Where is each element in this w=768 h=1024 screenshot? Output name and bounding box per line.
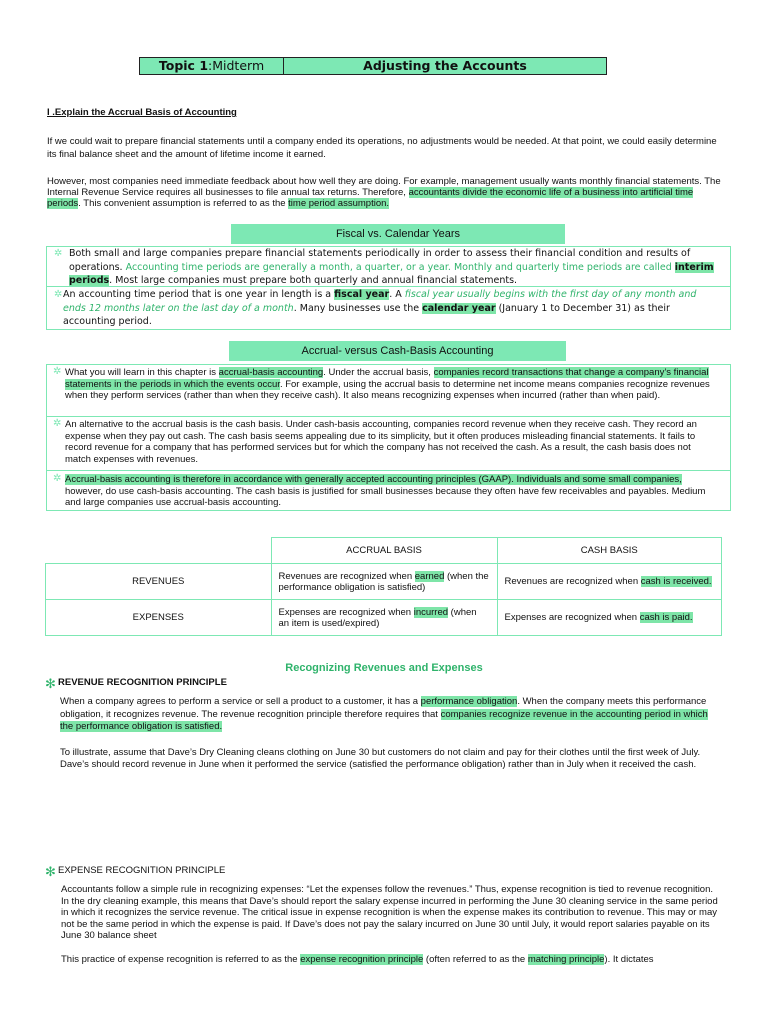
star-icon: ✻: [45, 864, 56, 879]
topic-label: Topic 1: [158, 58, 209, 73]
topic-header: [139, 57, 607, 75]
fiscal-bullet-1: ✲ Both small and large companies prepare financial statements periodically in order to assess their financial condition and results of operations. Accounting time periods are generally a month, a quarter, or a year. Monthly and quarterly time periods are called interim periods. Most large companies must prepare both quarterly and annual financial statements.: [47, 247, 730, 287]
star-icon: ✲: [53, 366, 62, 377]
row-label-expenses: EXPENSES: [46, 600, 272, 636]
star-icon: ✲: [53, 418, 62, 429]
revenue-principle-title: REVENUE RECOGNITION PRINCIPLE: [58, 677, 227, 688]
star-icon: ✲: [53, 473, 62, 484]
fiscal-box: [46, 246, 731, 330]
table-cell: Revenues are recognized when cash is received.: [497, 564, 722, 600]
section-title: I .Explain the Accrual Basis of Accounting: [47, 107, 237, 118]
topic-suffix: :Midterm: [208, 58, 265, 73]
revenue-paragraph-1: When a company agrees to perform a service or sell a product to a customer, it has a performance obligation. When the company meets this performance obligation, it recognizes revenue. The revenue recognition principle therefore requires that companies recognize revenue in the accounting period in which the performance obligation is satisfied.: [60, 696, 708, 732]
revenue-paragraph-2: To illustrate, assume that Dave’s Dry Cleaning cleans clothing on June 30 but customers do not claim and pay for their clothes until the first week of July. Dave’s should record revenue in June when it performed the service (satisfied the performance obligation) rather than in July when it received the cash.: [60, 747, 701, 770]
intro-paragraph-1: If we could wait to prepare financial statements until a company ended its operations, no adjustments would be needed. At that point, we could easily determine its final balance sheet and the amount of lifetime income it earned.: [47, 136, 717, 161]
fiscal-bullet-2: ✲ An accounting time period that is one year in length is a fiscal year. A fiscal year usually begins with the first day of any month and ends 12 months later on the last day of a month. Many businesses use the calendar year (January 1 to December 31) as their accounting period.: [54, 289, 697, 327]
star-icon: ✻: [45, 676, 56, 691]
accrual-bullet-1: ✲ What you will learn in this chapter is accrual-basis accounting. Under the accrual basis, companies record transactions that change a company’s financial statements in the periods in which the events occur. For example, using the accrual basis to determine net income means companies recognize revenues when they perform services (rather than when they receive cash). It also means recognizing expenses when incurred (rather than when paid).: [47, 365, 730, 417]
document-title: Adjusting the Accounts: [363, 58, 527, 73]
row-label-revenues: REVENUES: [46, 564, 272, 600]
column-header-cash: CASH BASIS: [497, 538, 722, 564]
table-row: [46, 564, 722, 600]
table-cell: Expenses are recognized when cash is paid.: [497, 600, 722, 636]
accrual-bullet-2: ✲ An alternative to the accrual basis is the cash basis. Under cash-basis accounting, companies record revenue when they receive cash. They record an expense when they pay out cash. The cash basis seems appealing due to its simplicity, but it often produces misleading financial statements. It fails to record revenue for a company that has performed services but for which the company has not received the cash. As a result, the cash basis does not match expenses with revenues.: [47, 417, 730, 471]
intro-paragraph-2: However, most companies need immediate feedback about how well they are doing. For example, management usually wants monthly financial statements. The Internal Revenue Service requires all businesses to file annual tax returns. Therefore, accountants divide the economic life of a business into artificial time periods. This convenient assumption is referred to as the time period assumption.: [47, 176, 721, 209]
expense-principle-title: EXPENSE RECOGNITION PRINCIPLE: [58, 865, 226, 876]
column-header-accrual: ACCRUAL BASIS: [271, 538, 497, 564]
star-icon: ✲: [54, 289, 63, 300]
table-header-row: [46, 538, 722, 564]
comparison-table: [45, 537, 722, 636]
table-cell: Revenues are recognized when earned (when the performance obligation is satisfied): [271, 564, 497, 600]
recognizing-heading: Recognizing Revenues and Expenses: [285, 662, 483, 674]
accrual-box: [46, 364, 731, 511]
accrual-bullet-3: ✲ Accrual-basis accounting is therefore in accordance with generally accepted accounting principles (GAAP). Individuals and some small companies, however, do use cash-basis accounting. The cash basis is justified for small businesses because they often have few receivables and payables. Medium and large companies use accrual-basis accounting.: [53, 473, 706, 508]
expense-paragraph-2: This practice of expense recognition is referred to as the expense recognition principle (often referred to as the matching principle). It dictates: [61, 954, 654, 965]
accrual-heading: Accrual- versus Cash-Basis Accounting: [229, 341, 566, 361]
fiscal-heading: Fiscal vs. Calendar Years: [231, 224, 565, 244]
expense-paragraph-1: Accountants follow a simple rule in recognizing expenses: “Let the expenses follow the revenues.” Thus, expense recognition is tied to revenue recognition. In the dry cleaning example, this means that Dave’s should report the salary expense incurred in performing the June 30 cleaning service in the same period in which it recognizes the service revenue. The critical issue in expense recognition is when the expense makes its contribution to revenue. This may or may not be the same period in which the expense is paid. If Dave’s does not pay the salary incurred on June 30 until July, it would report salaries payable on its June 30 balance sheet: [61, 884, 718, 941]
topic-cell: [140, 58, 284, 74]
table-row: [46, 600, 722, 636]
star-icon: ✲: [54, 248, 63, 259]
table-cell: Expenses are recognized when incurred (when an item is used/expired): [271, 600, 497, 636]
